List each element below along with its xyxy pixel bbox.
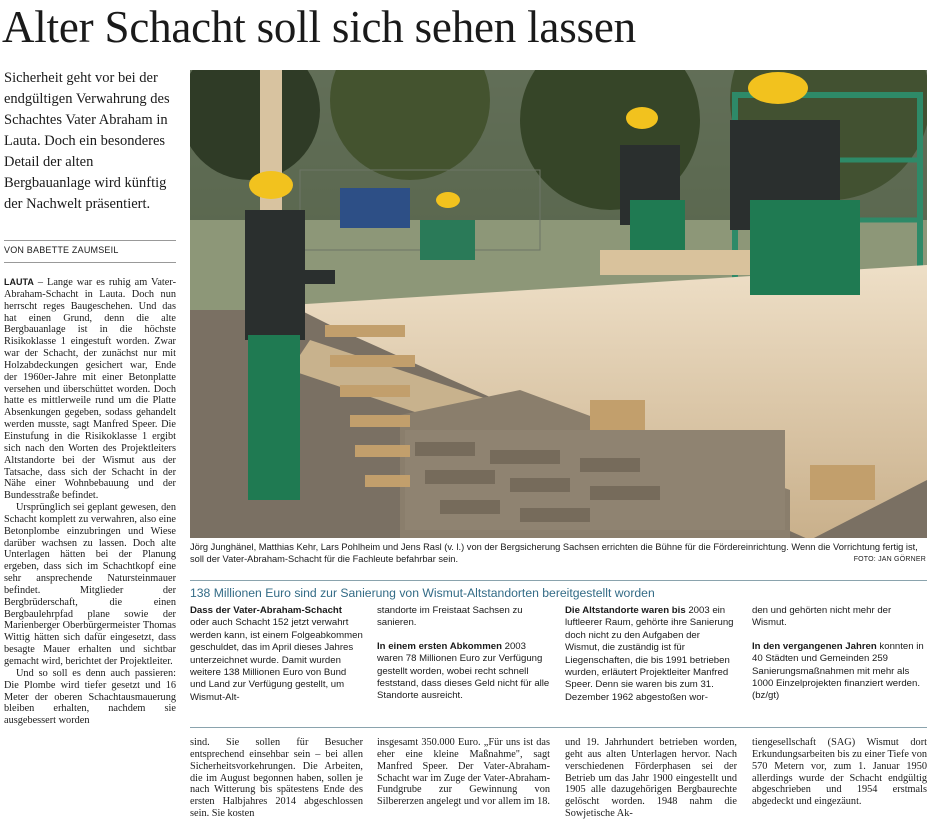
- body-paragraph: Ursprünglich sei geplant gewesen, den Schacht komplett zu verwahren, also eine Betonplombe einzubringen und Wiese darüber wachsen zu lassen. Doch alte Unterlagen hätten bei der Planung ergeben, dass sich im Schachtkopf eine sehr ansprechende Natursteinmauer befindet. Mitglieder der Bergbrüderschaft, die einen Bergbaulehrpfad plane sowie der Marienberger Oberbürgermeister Thomas Wittig hätten sich dafür eingesetzt, dass besagte Mauer erhalten und sichtbar gemacht wird, berichtet der Projektleiter.: [4, 502, 176, 667]
- photo-caption: Jörg Junghänel, Matthias Kehr, Lars Pohlheim und Jens Rasl (v. l.) von der Bergsicherung Sachsen errichten die Bühne für die Fördereinrichtung. Wenn die Vorrichtung fertig ist, soll der Vater-Abraham-Schacht für die Fachleute befahrbar sein.: [190, 542, 918, 564]
- infobox-column-3: Die Altstandorte waren bis 2003 ein luftleerer Raum, gehörte ihre Sanierung doch nicht zu den Aufgaben der Wismut, die zuständig ist für Liegenschaften, die bis 1991 betrieben wurden, erläutert Projektleiter Manfred Speer. Denn sie waren bis zum 31. Dezember 1962 abgestoßen wor-: [565, 605, 734, 703]
- body-paragraph: Und so soll es denn auch passieren: Die Plombe wird tiefer gesetzt und 16 Meter der oberen Schachtausmauerung bleiben erhalten, nachdem sie ausgebessert worden: [4, 667, 176, 727]
- infobox-bottom-rule: [190, 727, 927, 728]
- infobox-lead-in: Die Altstandorte waren bis: [565, 605, 686, 616]
- article-column-2: sind. Sie sollen für Besucher entsprechend einsehbar sein – bei allen Sicherheitsvorkehrungen. Die Arbeiten, die im August begonnen haben, sollen je nach Witterung bis spätestens Ende des ersten Halbjahres 2014 abgeschlossen sein. Sie kosten: [190, 737, 363, 820]
- infobox-column-1: Dass der Vater-Abraham-Schacht oder auch Schacht 152 jetzt verwahrt werden kann, ist einem Folgeabkommen geschuldet, das im April dieses Jahres unterzeichnet wurde. Damit wurden weitere 138 Millionen Euro von Bund und Land zur Verfügung gestellt, um Wismut-Alt-: [190, 605, 363, 703]
- body-paragraph: LAUTA – Lange war es ruhig am Vater-Abraham-Schacht in Lauta. Doch nun herrscht reges Baugeschehen. Und das hat einen Grund, denn die alte Bergbauanlage ist in die höchste Risikoklasse 1 eingestuft worden. Zwar war der Schacht, der zunächst nur mit Holzabdeckungen gesichert war, Ende der 1960er-Jahre mit einer Betonplatte versehen und überschüttet worden. Doch hatte es mittlerweile rund um die Platte Absenkungen gegeben, sodass gehandelt werden musste, sagt Manfred Speer. Die Einstufung in die Risikoklasse 1 ergibt sich nach den Worten des Projektleiters Altstandorte bei der Wismut aus der Tatsache, dass sich der Schacht in der Nähe einer Wohnbebauung und der Bundesstraße befindet.: [4, 277, 176, 502]
- article-column-4: und 19. Jahrhundert betrieben worden, geht aus alten Unterlagen hervor. Nach verschiedenen Förderphasen sei der Betrieb um das Jahr 1900 eingestellt und 1905 alle dazugehörigen Bergbaurechte gelöscht worden. 1948 nahm die Sowjetische Ak-: [565, 737, 737, 820]
- article-column-5: tiengesellschaft (SAG) Wismut dort Erkundungsarbeiten bis zu einer Tiefe von 570 Metern vor, zum 1. Januar 1950 allerdings wurde der Schacht endgültig abgeschrieben und 1954 erstmals abgedeckt und eingezäunt.: [752, 737, 927, 808]
- article-column-3: insgesamt 350.000 Euro. „Für uns ist das eher eine kleine Maßnahme", sagt Manfred Speer. Der Vater-Abraham-Schacht war im Zuge der Vater-Abraham-Fundgrube zur Gewinnung von Silbererzen angelegt und vor allem im 18.: [377, 737, 550, 808]
- article-column-1: [4, 277, 176, 829]
- headline: Alter Schacht soll sich sehen lassen: [2, 2, 636, 52]
- divider: [4, 240, 176, 241]
- infobox-lead-in: In einem ersten Abkommen: [377, 640, 502, 652]
- photo-credit: FOTO: JAN GÖRNER: [853, 556, 926, 563]
- divider: [4, 262, 176, 263]
- dateline: LAUTA: [4, 277, 34, 287]
- byline: VON BABETTE ZAUMSEIL: [4, 245, 119, 255]
- infobox-top-rule: [190, 580, 927, 581]
- infobox-column-2: standorte im Freistaat Sachsen zu sanieren. In einem ersten Abkommen 2003 waren 78 Millionen Euro zur Verfügung gestellt worden, wobei recht schnell feststand, dass dieses Geld nicht für alle Standorte ausreicht.: [377, 605, 550, 702]
- lead-paragraph: Sicherheit geht vor bei der endgültigen Verwahrung des Schachtes Vater Abraham in Lauta. Doch ein besonderes Detail der alten Bergbauanlage wird künftig der Nachwelt präsentiert.: [4, 70, 170, 212]
- infobox-lead-in: Dass der Vater-Abraham-Schacht: [190, 605, 342, 616]
- infobox-column-4: den und gehörten nicht mehr der Wismut. In den vergangenen Jahren konnten in 40 Städten und Gemeinden 259 Sanierungsmaßnahmen mit mehr als 1000 Einzelprojekten finanziert werden. (bz/gt): [752, 605, 924, 702]
- infobox-lead-in: In den vergangenen Jahren: [752, 640, 877, 652]
- infobox-headline: 138 Millionen Euro sind zur Sanierung von Wismut-Altstandorten bereitgestellt worden: [190, 586, 655, 600]
- construction-photo: [190, 70, 927, 538]
